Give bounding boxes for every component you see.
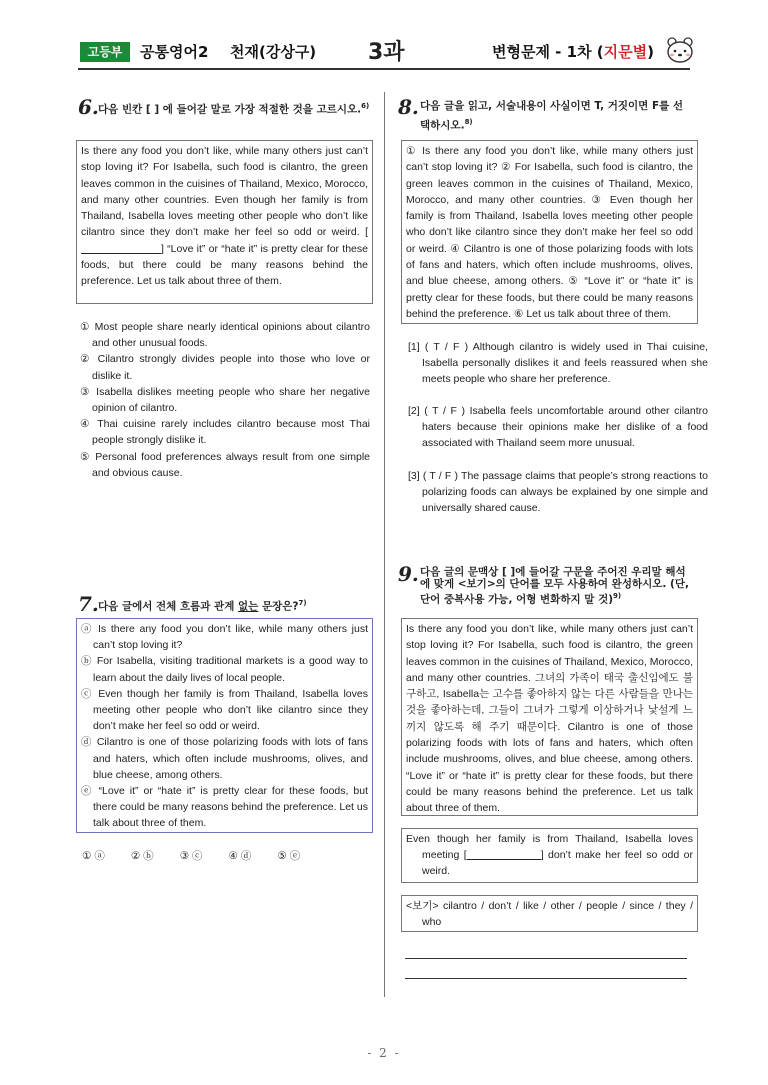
choice-5[interactable]: ⑤ ⓔ — [277, 850, 301, 862]
q9-passage: Is there any food you don’t like, while many others just can’t stop loving it? For Isabella, such food is cilantro, the green leaves common in the cuisines of Thailand, Mexico, Morocco, and many other countries. 그녀의 가족이 태국 출신임에도 불구하고, Isabella는 고수를 좋아하지 않는 다른 사람들을 만나는 것을 좋아하는데, 그들이 그녀가 그렇게 이상하거나 낯설게 느끼지 않도록 해 주기 때문이다. Cilantro is one of those polarizing foods with lots of fans and haters, which often include mushrooms, olives, and blue cheese, among others. “Love it” or “hate it” is pretty clear for these foods, but there could be many reasons behind the preference. Let us talk about three of them. — [401, 618, 698, 816]
subject-label: 공통영어2 — [140, 43, 209, 61]
q6-passage: Is there any food you don’t like, while many others just can’t stop loving it? For Isabella, such food is cilantro, the green leaves common in the cuisines of Thailand, Mexico, Morocco, and many other countries. Even though her family is from Thailand, Isabella loves meeting other people who don’t like cilantro since they don’t make her feel so odd or weird. [] “Love it” or “hate it” is pretty clear for these foods, but there could be many reasons behind the preference. Let us talk about three of them. — [76, 140, 373, 304]
q8-passage: ① Is there any food you don’t like, while many others just can’t stop loving it? ② For Isabella, such food is cilantro, the green leaves common in the cuisines of Thailand, Mexico, Morocco, and many other countries. ③ Even though her family is from Thailand, Isabella loves meeting other people who don’t like cilantro since they don’t make her feel so odd or weird. ④ Cilantro is one of those polarizing foods with lots of fans and haters, which often include mushrooms, olives, and blue cheese, among others. ⑤ “Love it” or “hate it” is pretty clear for these foods, but there could be many reasons behind the preference. ⑥ Let us talk about three of them. — [401, 140, 698, 324]
q9-target-sentence: Even though her family is from Thailand, Isabella loves meeting [ ] don’t make her feel so odd or weird. — [401, 828, 698, 883]
q9-bogi: <보기> cilantro / don’t / like / other / people / since / they / who — [401, 895, 698, 932]
choice-3[interactable]: ③ ⓒ — [179, 850, 203, 862]
grade-badge: 고등부 — [80, 42, 130, 62]
q7-question: 다음 글에서 전체 흐름과 관계 없는 문장은?$^{7)}$ — [98, 599, 307, 613]
answer-line-2[interactable] — [405, 978, 687, 979]
q9-number: 9. — [398, 562, 419, 586]
lesson-label: 3과 — [368, 40, 405, 65]
bear-mascot-icon — [664, 36, 696, 64]
page-number: - 2 - — [367, 1046, 401, 1060]
q7-sentences — [76, 618, 373, 833]
q6-options — [80, 319, 370, 481]
sentence-c: ⓒ Even though her family is from Thailand, Isabella loves meeting other people who don’t like cilantro since they don’t make her feel so odd or weird. — [81, 687, 368, 733]
q9-question: 다음 글의 문맥상 [ ]에 들어갈 구문을 주어진 우리말 해석에 맞게 <보기>의 단어를 모두 사용하여 완성하시오. (단, 단어 중복사용 가능, 어형 변화하지 말 것)$^{9)}$ — [420, 566, 689, 606]
option-2[interactable]: ② Cilantro strongly divides people into those who love or dislike it. — [80, 353, 370, 382]
q6-number: 6. — [78, 95, 99, 119]
sentence-a: ⓐ Is there any food you don’t like, while many others just can’t stop loving it? — [81, 623, 368, 652]
q8-number: 8. — [398, 95, 419, 119]
choice-1[interactable]: ① ⓐ — [82, 850, 105, 862]
q8-item-1[interactable]: [1] ( T / F ) Although cilantro is widely used in Thai cuisine, Isabella personally dislikes it and feels reassured when she meets people who share her preference. — [408, 341, 708, 386]
q8-item-3[interactable]: [3] ( T / F ) The passage claims that people’s strong reactions to polarizing foods can always be explained by one simple and universally shared cause. — [408, 470, 708, 515]
q8-question: 다음 글을 읽고, 서술내용이 사실이면 T, 거짓이면 F를 선택하시오.$^{8)}$ — [420, 100, 684, 132]
header-divider — [78, 68, 690, 70]
answer-blank — [81, 242, 161, 254]
page-title: 변형문제 - 1차 (지문별) — [492, 43, 654, 61]
column-divider — [384, 92, 385, 997]
option-1[interactable]: ① Most people share nearly identical opinions about cilantro and other unusual foods. — [80, 321, 370, 350]
sentence-b: ⓑ For Isabella, visiting traditional markets is a good way to learn about the daily lives of local people. — [81, 655, 368, 684]
q6-question: 다음 빈칸 [ ] 에 들어갈 말로 가장 적절한 것을 고르시오.$^{6)}$ — [98, 102, 370, 116]
q7-number: 7. — [78, 592, 99, 616]
choice-2[interactable]: ② ⓑ — [130, 850, 154, 862]
option-3[interactable]: ③ Isabella dislikes meeting people who share her negative opinion of cilantro. — [80, 385, 370, 415]
option-5[interactable]: ⑤ Personal food preferences always result from one simple and obvious cause. — [80, 450, 370, 479]
answer-blank — [467, 848, 541, 860]
q7-choices — [82, 848, 372, 864]
q8-item-2[interactable]: [2] ( T / F ) Isabella feels uncomfortable around other cilantro haters because their opinions make her dislike of a food associated with Thailand seem more unusual. — [408, 405, 708, 450]
sentence-e: ⓔ “Love it” or “hate it” is pretty clear for these foods, but there could be many reasons behind the preference. Let us talk about three of them. — [81, 785, 368, 830]
sentence-d: ⓓ Cilantro is one of those polarizing foods with lots of fans and haters, which often include mushrooms, olives, and blue cheese, among others. — [81, 736, 368, 781]
choice-4[interactable]: ④ ⓓ — [228, 850, 252, 862]
answer-line-1[interactable] — [405, 958, 687, 959]
option-4[interactable]: ④ Thai cuisine rarely includes cilantro because most Thai people strongly dislike it. — [80, 418, 370, 447]
publisher-label: 천재(강상구) — [230, 43, 317, 61]
